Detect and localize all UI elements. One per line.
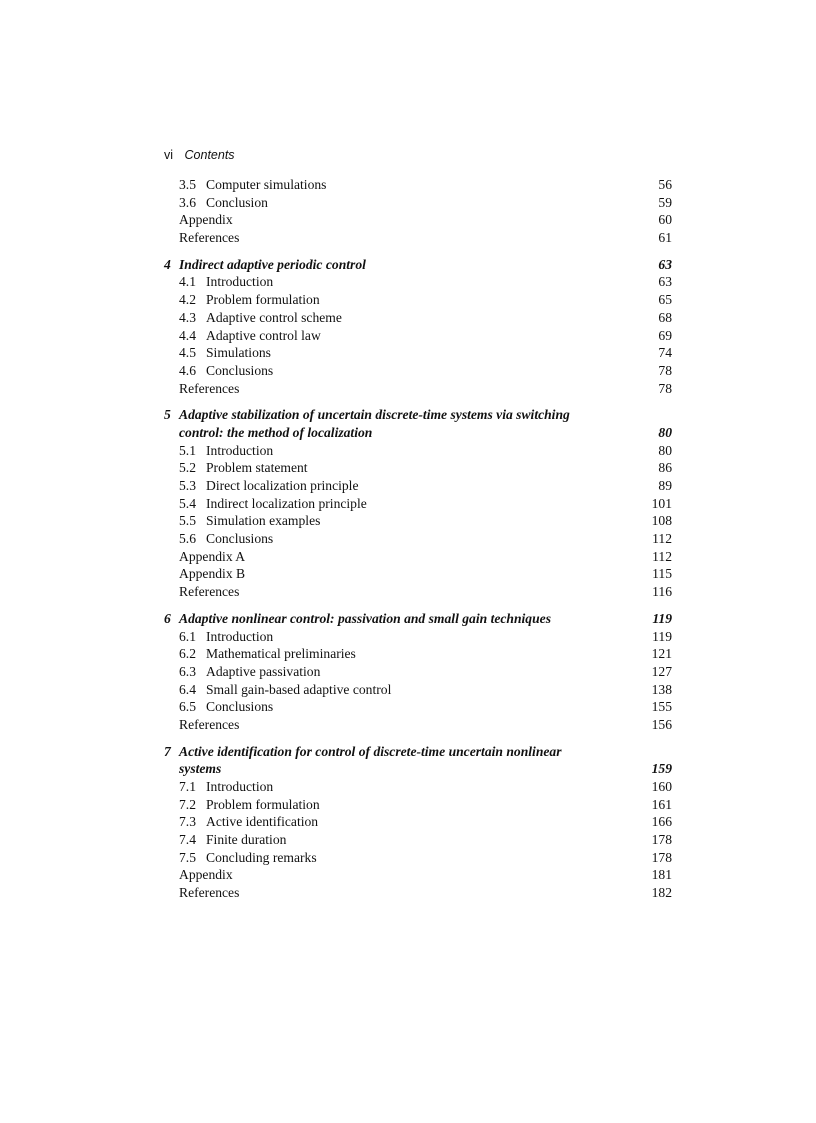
chapter-heading[interactable] xyxy=(164,610,672,628)
toc-entry[interactable] xyxy=(164,459,672,477)
section-title: Conclusions xyxy=(206,531,274,547)
page-number: 69 xyxy=(658,327,672,343)
chapter-title-line xyxy=(164,424,672,442)
running-header xyxy=(164,148,235,162)
chapter-sections xyxy=(164,442,672,601)
toc-entry[interactable] xyxy=(164,380,672,398)
page-number: 178 xyxy=(651,849,672,865)
toc-entry-label xyxy=(179,849,317,867)
toc-entry-label xyxy=(179,796,320,814)
section-title: Appendix A xyxy=(179,548,246,564)
toc-entry-label xyxy=(179,327,321,345)
toc-entry[interactable] xyxy=(164,309,672,327)
toc-entry-label xyxy=(179,831,286,849)
page-number: 68 xyxy=(658,309,672,325)
toc-entry[interactable] xyxy=(164,831,672,849)
toc-entry[interactable] xyxy=(164,194,672,212)
toc-entry-label xyxy=(179,530,273,548)
toc-entry-label xyxy=(179,645,356,663)
page-number: 89 xyxy=(658,478,672,493)
chapter-title: Adaptive stabilization of uncertain discrete-time systems via switching xyxy=(179,407,570,423)
chapter-number: 7 xyxy=(164,743,171,759)
toc-entry-label xyxy=(179,583,239,601)
chapter-title: Indirect adaptive periodic control xyxy=(179,256,366,272)
toc-entry[interactable] xyxy=(164,698,672,716)
toc-entry-label xyxy=(179,273,273,291)
section-number: 4.5 xyxy=(179,345,196,361)
section-title: Appendix xyxy=(179,867,233,883)
page-number: 60 xyxy=(658,212,672,228)
section-number: 5.3 xyxy=(179,478,196,493)
chapter-title: control: the method of localization xyxy=(179,424,373,440)
section-number: 4.3 xyxy=(179,309,196,325)
running-title: Contents xyxy=(184,148,235,162)
toc-entry-label xyxy=(179,548,245,566)
section-title: References xyxy=(179,716,240,732)
chapter-page-number: 63 xyxy=(658,256,672,272)
toc-entry[interactable] xyxy=(164,344,672,362)
section-number: 5.5 xyxy=(179,513,196,529)
chapter-title-line xyxy=(164,610,672,628)
toc-entry-label xyxy=(179,291,320,309)
section-number: 4.1 xyxy=(179,274,196,290)
section-number: 6.4 xyxy=(179,681,196,697)
toc-entry-label xyxy=(179,211,233,229)
toc-entry-label xyxy=(179,813,318,831)
section-number: 6.2 xyxy=(179,646,196,662)
chapter-sections xyxy=(164,628,672,734)
toc-entry[interactable] xyxy=(164,628,672,646)
chapter-title-line xyxy=(164,743,672,761)
page-number: 156 xyxy=(651,716,672,732)
chapter-title-line xyxy=(164,406,672,424)
toc-entry[interactable] xyxy=(164,583,672,601)
chapter-title: Active identification for control of discrete-time uncertain nonlinear xyxy=(179,743,562,759)
toc-entry[interactable] xyxy=(164,327,672,345)
section-number: 7.2 xyxy=(179,796,196,812)
chapter-number: 5 xyxy=(164,407,171,423)
section-title: Indirect localization principle xyxy=(206,495,367,511)
toc-entry-label xyxy=(179,681,391,699)
toc-entry[interactable] xyxy=(164,663,672,681)
page-number: 101 xyxy=(651,495,672,511)
toc-entry[interactable] xyxy=(164,866,672,884)
section-title: Introduction xyxy=(206,628,274,644)
section-number: 7.3 xyxy=(179,814,196,830)
toc-entry-label xyxy=(179,698,273,716)
page-number: 166 xyxy=(651,814,672,830)
page-number: 161 xyxy=(651,796,672,812)
page-number: 127 xyxy=(651,663,672,679)
page-number: 59 xyxy=(658,194,672,210)
chapter-heading[interactable] xyxy=(164,256,672,274)
section-title: Conclusion xyxy=(206,194,268,210)
page-number: 160 xyxy=(651,779,672,794)
toc-entry[interactable] xyxy=(164,681,672,699)
page-number: 78 xyxy=(658,380,672,396)
chapter-3-continuation xyxy=(164,176,672,247)
section-title: Direct localization principle xyxy=(206,478,359,493)
page-number: 121 xyxy=(651,646,672,662)
section-title: Concluding remarks xyxy=(206,849,317,865)
toc-entry-label xyxy=(179,176,326,194)
page-number: 56 xyxy=(658,177,672,192)
page-number: 138 xyxy=(651,681,672,697)
section-title: Appendix B xyxy=(179,566,246,582)
toc-entry-label xyxy=(179,716,239,734)
section-title: Small gain-based adaptive control xyxy=(206,681,392,697)
toc-entry[interactable] xyxy=(164,477,672,495)
section-title: Introduction xyxy=(206,442,274,458)
chapter-heading[interactable] xyxy=(164,743,672,778)
toc-entry[interactable] xyxy=(164,716,672,734)
toc-entry-label xyxy=(179,380,239,398)
toc-entry-label xyxy=(179,442,273,460)
page-number: 74 xyxy=(658,345,672,361)
toc-entry-label xyxy=(179,309,342,327)
section-title: References xyxy=(179,584,240,600)
page-number: 112 xyxy=(652,531,672,547)
section-title: References xyxy=(179,230,240,246)
toc-entry-label xyxy=(179,866,233,884)
section-number: 3.6 xyxy=(179,194,196,210)
chapter-heading[interactable] xyxy=(164,406,672,441)
toc-entry[interactable] xyxy=(164,645,672,663)
toc-entry[interactable] xyxy=(164,229,672,247)
page-number: 80 xyxy=(658,442,672,458)
section-title: Active identification xyxy=(206,814,319,830)
page-number: 108 xyxy=(651,513,672,529)
section-title: Conclusions xyxy=(206,362,274,378)
toc-entry-label xyxy=(179,512,320,530)
section-number: 7.5 xyxy=(179,849,196,865)
section-title: Conclusions xyxy=(206,699,274,715)
page-folio: vi xyxy=(164,148,174,162)
toc-entry[interactable] xyxy=(164,273,672,291)
section-number: 4.4 xyxy=(179,327,196,343)
section-title: Adaptive control scheme xyxy=(206,309,342,325)
toc-entry-label xyxy=(179,194,268,212)
toc-entry[interactable] xyxy=(164,291,672,309)
page-number: 63 xyxy=(658,274,672,290)
chapter-title: Adaptive nonlinear control: passivation and small gain techniques xyxy=(179,610,551,626)
toc-entry[interactable] xyxy=(164,512,672,530)
page-number: 115 xyxy=(652,566,672,582)
toc-entry[interactable] xyxy=(164,362,672,380)
page-number: 65 xyxy=(658,292,672,308)
section-title: Adaptive control law xyxy=(206,327,321,343)
chapter-page-number: 119 xyxy=(652,610,672,626)
section-title: Problem formulation xyxy=(206,796,320,812)
section-title: Finite duration xyxy=(206,832,287,848)
section-number: 5.2 xyxy=(179,460,196,476)
toc-entry-label xyxy=(179,663,320,681)
section-number: 5.6 xyxy=(179,531,196,547)
page-number: 181 xyxy=(651,867,672,883)
toc-entry[interactable] xyxy=(164,565,672,583)
toc-entry-label xyxy=(179,495,367,513)
section-number: 7.4 xyxy=(179,832,196,848)
section-number: 5.1 xyxy=(179,442,196,458)
toc-entry[interactable] xyxy=(164,442,672,460)
toc-entry[interactable] xyxy=(164,796,672,814)
section-title: Introduction xyxy=(206,779,274,794)
toc-entry[interactable] xyxy=(164,530,672,548)
section-title: Computer simulations xyxy=(206,177,327,192)
toc-entry-label xyxy=(179,362,273,380)
section-title: Introduction xyxy=(206,274,274,290)
toc-entry-label xyxy=(179,628,273,646)
toc-entry-label xyxy=(179,477,359,495)
chapter-number: 6 xyxy=(164,610,171,626)
section-title: Adaptive passivation xyxy=(206,663,321,679)
page-number: 119 xyxy=(652,628,672,644)
chapter-sections xyxy=(164,273,672,397)
toc-entry[interactable] xyxy=(164,849,672,867)
section-title: Simulations xyxy=(206,345,271,361)
toc-entry-label xyxy=(179,565,245,583)
toc-entry[interactable] xyxy=(164,211,672,229)
page-number: 112 xyxy=(652,548,672,564)
chapter-sections xyxy=(164,778,672,902)
chapter-title-line xyxy=(164,760,672,778)
chapter-number: 4 xyxy=(164,256,171,272)
chapter-page-number: 80 xyxy=(658,424,672,440)
toc-entry-label xyxy=(179,344,271,362)
section-number: 6.1 xyxy=(179,628,196,644)
chapter-title: systems xyxy=(179,761,222,777)
chapter-page-number: 159 xyxy=(651,761,672,777)
section-title: References xyxy=(179,885,240,901)
page-number: 86 xyxy=(658,460,672,476)
table-of-contents xyxy=(164,176,672,902)
toc-entry[interactable] xyxy=(164,813,672,831)
toc-entry-label xyxy=(179,778,273,796)
toc-entry[interactable] xyxy=(164,176,672,194)
section-number: 5.4 xyxy=(179,495,196,511)
section-number: 4.2 xyxy=(179,292,196,308)
toc-entry[interactable] xyxy=(164,548,672,566)
section-title: References xyxy=(179,380,240,396)
page-number: 155 xyxy=(651,699,672,715)
page-number: 178 xyxy=(651,832,672,848)
section-title: Problem statement xyxy=(206,460,308,476)
toc-entry-label xyxy=(179,884,239,902)
section-title: Problem formulation xyxy=(206,292,320,308)
section-title: Mathematical preliminaries xyxy=(206,646,356,662)
section-number: 6.3 xyxy=(179,663,196,679)
section-number: 6.5 xyxy=(179,699,196,715)
section-number: 4.6 xyxy=(179,362,196,378)
toc-entry[interactable] xyxy=(164,778,672,796)
page-number: 78 xyxy=(658,362,672,378)
page-number: 116 xyxy=(652,584,672,600)
toc-entry-label xyxy=(179,229,239,247)
section-number: 3.5 xyxy=(179,177,196,192)
section-title: Appendix xyxy=(179,212,233,228)
section-number: 7.1 xyxy=(179,779,196,794)
toc-entry[interactable] xyxy=(164,884,672,902)
toc-entry[interactable] xyxy=(164,495,672,513)
page-number: 182 xyxy=(651,885,672,901)
chapter-title-line xyxy=(164,256,672,274)
section-title: Simulation examples xyxy=(206,513,321,529)
toc-entry-label xyxy=(179,459,308,477)
page-number: 61 xyxy=(658,230,672,246)
